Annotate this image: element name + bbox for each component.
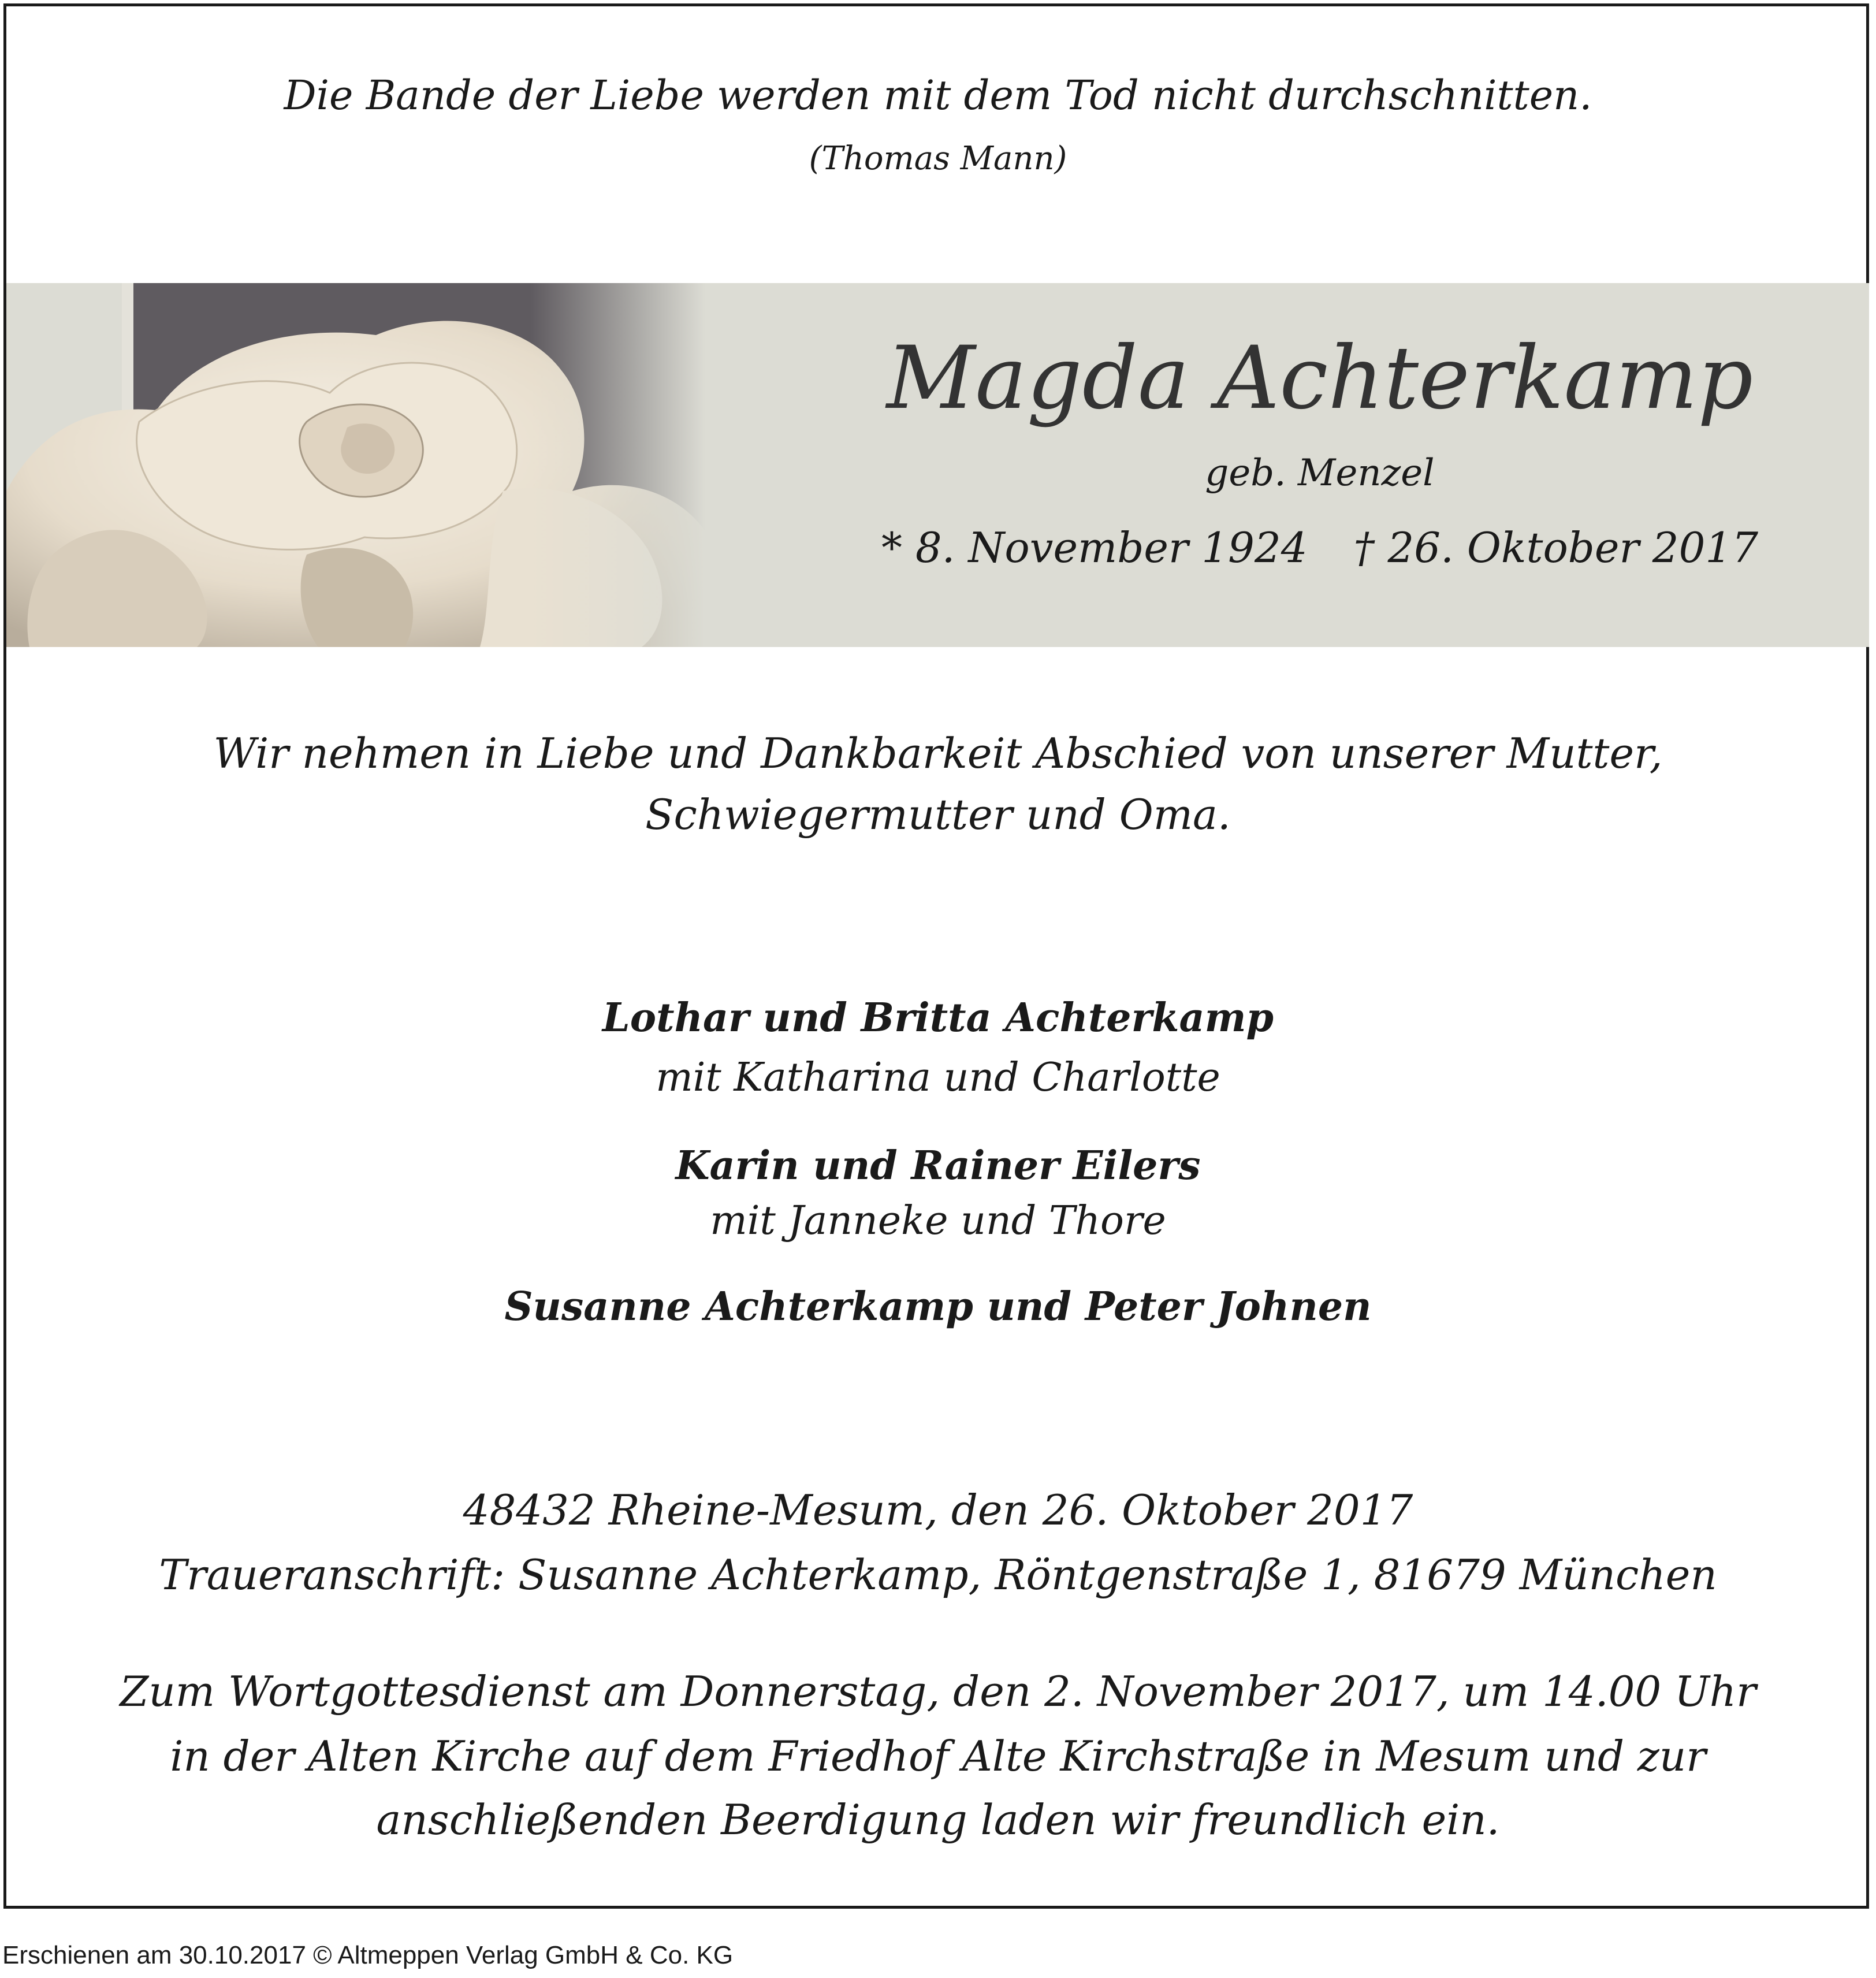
service-line-3: anschließenden Beerdigung laden wir freundlich ein.	[376, 1795, 1500, 1844]
mourning-address: Traueranschrift: Susanne Achterkamp, Röntgenstraße 1, 81679 München	[159, 1551, 1717, 1599]
deceased-name: Magda Achterkamp	[886, 328, 1754, 429]
mourner-name: Lothar und Britta Achterkamp	[602, 995, 1274, 1041]
message-line-2: Schwiegermutter und Oma.	[645, 790, 1231, 839]
mourner-sub: mit Katharina und Charlotte	[656, 1055, 1220, 1100]
mourner-name: Karin und Rainer Eilers	[675, 1143, 1201, 1189]
service-line-2: in der Alten Kirche auf dem Friedhof Alte Kirchstraße in Mesum und zur	[170, 1732, 1706, 1780]
service-line-1: Zum Wortgottesdienst am Donnerstag, den 2. November 2017, um 14.00 Uhr	[120, 1667, 1756, 1716]
death-date: † 26. Oktober 2017	[1353, 523, 1759, 572]
maiden-name: geb. Menzel	[1205, 452, 1435, 494]
place-date: 48432 Rheine-Mesum, den 26. Oktober 2017	[463, 1486, 1413, 1534]
mourner-name: Susanne Achterkamp und Peter Johnen	[504, 1284, 1372, 1330]
message-line-1: Wir nehmen in Liebe und Dankbarkeit Abschied von unserer Mutter,	[213, 729, 1663, 778]
quote-text: Die Bande der Liebe werden mit dem Tod nicht durchschnitten.	[284, 72, 1592, 119]
publication-footer: Erschienen am 30.10.2017 © Altmeppen Verlag GmbH & Co. KG	[2, 1941, 734, 1969]
birth-date: * 8. November 1924	[881, 523, 1308, 572]
life-dates	[820, 523, 1819, 572]
white-rose-photo	[6, 283, 705, 647]
mourner-sub: mit Janneke und Thore	[710, 1198, 1166, 1244]
quote-author: (Thomas Mann)	[809, 140, 1067, 177]
